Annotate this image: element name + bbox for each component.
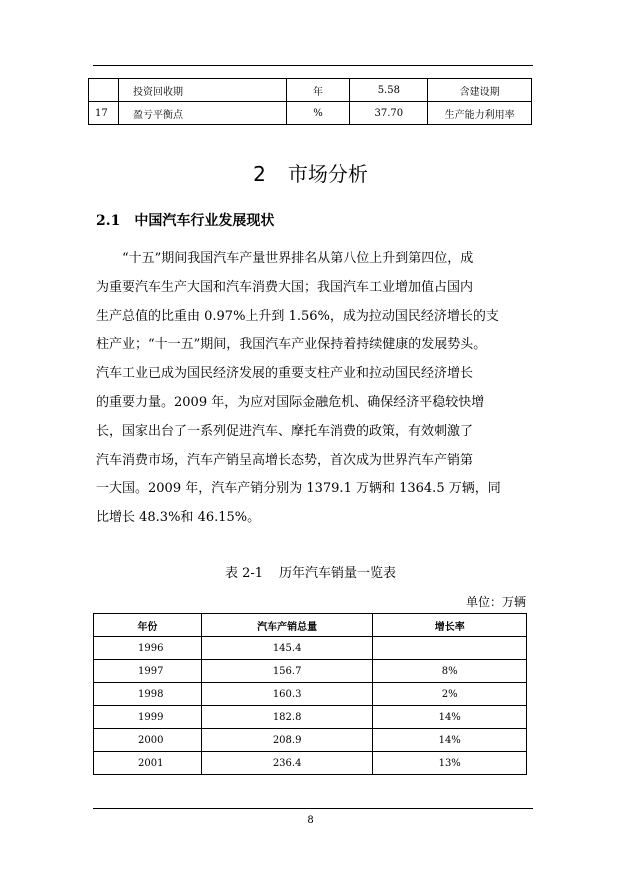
paragraph-line: 的重要力量。2009 年，为应对国际金融危机、确保经济平稳较快增	[96, 394, 485, 410]
section-number: 2	[253, 162, 266, 186]
year-cell: 1998	[94, 683, 202, 706]
year-cell: 1996	[94, 637, 202, 660]
growth-cell: 14%	[373, 706, 527, 729]
item-unit: %	[286, 102, 350, 125]
paragraph-line: 汽车消费市场，汽车产销呈高增长态势，首次成为世界汽车产销第	[96, 452, 474, 468]
total-cell: 208.9	[201, 729, 373, 752]
table-row	[89, 102, 532, 125]
subsection-heading	[96, 210, 274, 230]
subsection-number: 2.1	[96, 213, 121, 229]
total-cell: 236.4	[201, 752, 373, 775]
item-name: 投资回收期	[118, 79, 286, 102]
header-rule	[93, 65, 533, 66]
growth-cell: 13%	[373, 752, 527, 775]
paragraph-line: 生产总值的比重由 0.97%上升到 1.56%，成为拉动国民经济增长的支	[96, 308, 499, 324]
growth-cell: 2%	[373, 683, 527, 706]
table-caption-number: 表 2-1	[224, 566, 264, 581]
sales-table	[93, 613, 527, 775]
item-value: 37.70	[350, 102, 428, 125]
item-name: 盈亏平衡点	[118, 102, 286, 125]
page-number: 8	[307, 815, 314, 826]
table-row	[94, 752, 527, 775]
year-cell: 2000	[94, 729, 202, 752]
row-number	[89, 79, 119, 102]
paragraph-line: 一大国。2009 年，汽车产销分别为 1379.1 万辆和 1364.5 万辆，同	[96, 481, 501, 497]
table-row	[94, 683, 527, 706]
item-value: 5.58	[350, 79, 428, 102]
paragraph-line: 比增长 48.3%和 46.15%。	[96, 510, 261, 526]
year-cell: 1997	[94, 660, 202, 683]
table-row	[89, 79, 532, 102]
column-header-growth: 增长率	[373, 614, 527, 637]
growth-cell: 8%	[373, 660, 527, 683]
growth-cell	[373, 637, 527, 660]
paragraph-line: 柱产业；“十一五”期间，我国汽车产业保持着持续健康的发展势头。	[96, 337, 487, 353]
table-header-row	[94, 614, 527, 637]
table-row	[94, 660, 527, 683]
table-caption-title: 历年汽车销量一览表	[279, 566, 397, 581]
year-cell: 2001	[94, 752, 202, 775]
column-header-total: 汽车产销总量	[201, 614, 373, 637]
table-row	[94, 637, 527, 660]
section-title: 市场分析	[287, 162, 368, 186]
subsection-title: 中国汽车行业发展现状	[134, 213, 275, 229]
section-heading	[0, 158, 621, 187]
table-row	[94, 729, 527, 752]
total-cell: 156.7	[201, 660, 373, 683]
paragraph-line: “十五”期间我国汽车产量世界排名从第八位上升到第四位，成	[122, 251, 474, 266]
row-number: 17	[89, 102, 119, 125]
table-row	[94, 706, 527, 729]
item-note: 含建设期	[428, 79, 532, 102]
unit-label: 单位：万辆	[465, 595, 526, 609]
total-cell: 160.3	[201, 683, 373, 706]
growth-cell: 14%	[373, 729, 527, 752]
column-header-year: 年份	[94, 614, 202, 637]
table-caption	[0, 562, 621, 581]
total-cell: 145.4	[201, 637, 373, 660]
paragraph-line: 汽车工业已成为国民经济发展的重要支柱产业和拉动国民经济增长	[96, 366, 474, 382]
summary-table	[88, 78, 532, 125]
footer-rule	[93, 808, 533, 809]
item-note: 生产能力利用率	[428, 102, 532, 125]
total-cell: 182.8	[201, 706, 373, 729]
body-paragraph	[96, 245, 526, 533]
paragraph-line: 为重要汽车生产大国和汽车消费大国；我国汽车工业增加值占国内	[96, 279, 474, 295]
year-cell: 1999	[94, 706, 202, 729]
paragraph-line: 长，国家出台了一系列促进汽车、摩托车消费的政策，有效刺激了	[96, 423, 474, 439]
item-unit: 年	[286, 79, 350, 102]
